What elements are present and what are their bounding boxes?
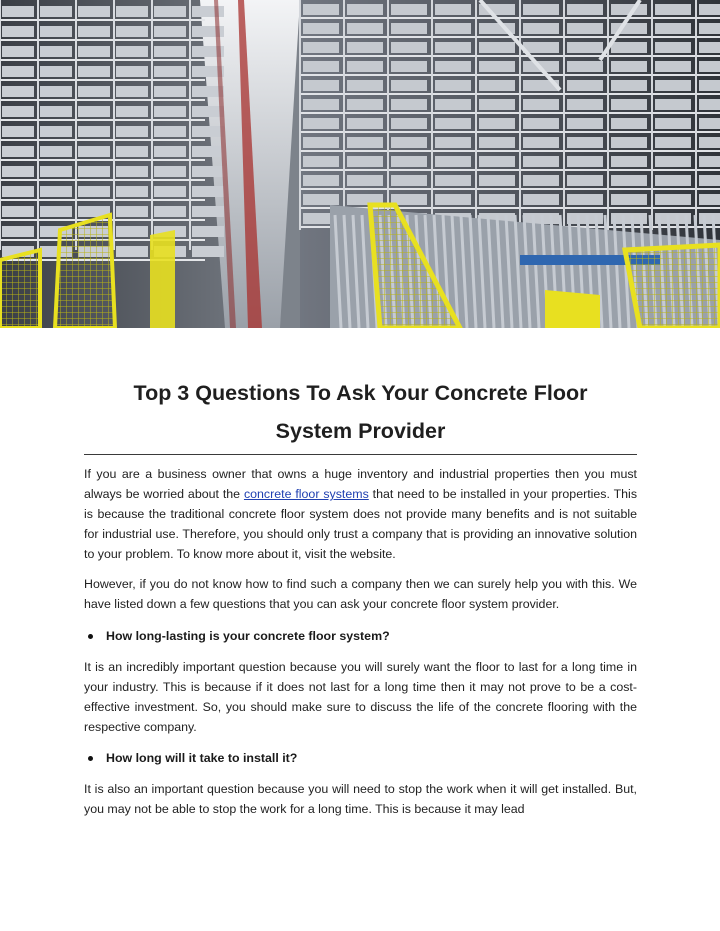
storage-bin bbox=[154, 126, 186, 137]
storage-bin bbox=[2, 186, 34, 197]
storage-bin bbox=[154, 146, 186, 157]
storage-bin bbox=[303, 175, 339, 186]
storage-bin bbox=[154, 86, 186, 97]
storage-bin bbox=[699, 137, 720, 148]
storage-bin bbox=[391, 23, 427, 34]
storage-bin bbox=[116, 146, 148, 157]
storage-bin bbox=[655, 137, 691, 148]
bullet-dot-icon bbox=[88, 756, 93, 761]
storage-bin bbox=[611, 42, 647, 53]
storage-bin bbox=[154, 206, 186, 217]
storage-bin bbox=[78, 126, 110, 137]
storage-bin bbox=[303, 61, 339, 72]
storage-bin bbox=[699, 42, 720, 53]
storage-bin bbox=[699, 213, 720, 224]
storage-bin bbox=[347, 175, 383, 186]
storage-bin bbox=[391, 118, 427, 129]
storage-bin bbox=[435, 80, 471, 91]
storage-bin bbox=[699, 4, 720, 15]
storage-bin bbox=[154, 26, 186, 37]
storage-bin bbox=[611, 156, 647, 167]
storage-bin bbox=[192, 126, 224, 137]
storage-bin bbox=[655, 61, 691, 72]
storage-bin bbox=[116, 106, 148, 117]
storage-bin bbox=[154, 186, 186, 197]
storage-bin bbox=[523, 23, 559, 34]
storage-bin bbox=[391, 42, 427, 53]
storage-bin bbox=[154, 46, 186, 57]
storage-bin bbox=[116, 6, 148, 17]
bullet-dot-icon bbox=[88, 634, 93, 639]
storage-bin bbox=[435, 156, 471, 167]
storage-bin bbox=[192, 106, 224, 117]
storage-bin bbox=[154, 6, 186, 17]
storage-bin bbox=[655, 99, 691, 110]
storage-bin bbox=[303, 118, 339, 129]
hero-image bbox=[0, 0, 720, 328]
storage-bin bbox=[523, 118, 559, 129]
storage-bin bbox=[303, 23, 339, 34]
storage-bin bbox=[40, 86, 72, 97]
storage-bin bbox=[611, 118, 647, 129]
storage-bin bbox=[78, 66, 110, 77]
bullet-question-1-text: How long-lasting is your concrete floor system? bbox=[106, 629, 390, 643]
storage-bin bbox=[699, 61, 720, 72]
storage-bin bbox=[192, 166, 224, 177]
storage-bin bbox=[611, 194, 647, 205]
storage-bin bbox=[479, 99, 515, 110]
storage-bin bbox=[391, 99, 427, 110]
storage-bin bbox=[567, 99, 603, 110]
storage-bin bbox=[699, 118, 720, 129]
concrete-floor-systems-link[interactable]: concrete floor systems bbox=[243, 487, 369, 501]
storage-bin bbox=[655, 156, 691, 167]
storage-bin bbox=[567, 194, 603, 205]
storage-bin bbox=[567, 137, 603, 148]
storage-bin bbox=[192, 186, 224, 197]
storage-bin bbox=[347, 42, 383, 53]
storage-bin bbox=[78, 166, 110, 177]
storage-bin bbox=[40, 166, 72, 177]
storage-bin bbox=[347, 99, 383, 110]
storage-bin bbox=[192, 246, 224, 257]
storage-bin bbox=[435, 99, 471, 110]
storage-bin bbox=[435, 4, 471, 15]
storage-bin bbox=[40, 66, 72, 77]
storage-bin bbox=[611, 99, 647, 110]
intro-text-before-link: If you are a business owner that owns a huge inventory and industrial properties then you must always be worried about the bbox=[84, 467, 637, 501]
storage-bin bbox=[2, 86, 34, 97]
storage-bin bbox=[611, 137, 647, 148]
storage-bin bbox=[116, 26, 148, 37]
storage-bin bbox=[303, 137, 339, 148]
storage-bin bbox=[435, 137, 471, 148]
paragraph-installation: It is also an important question because you will need to stop the work when it will get installed. But, you may not be able to stop the work for a long time. This is because it may lead bbox=[84, 782, 637, 816]
storage-bin bbox=[78, 106, 110, 117]
storage-bin bbox=[479, 175, 515, 186]
storage-bin bbox=[154, 106, 186, 117]
storage-bin bbox=[303, 194, 339, 205]
bullet-question-1 bbox=[84, 626, 637, 646]
storage-bin bbox=[154, 66, 186, 77]
storage-bin bbox=[567, 42, 603, 53]
storage-bin bbox=[523, 4, 559, 15]
intro-text-after-link: that need to be installed in your properties. This is because the traditional concrete floor system does not provide many benefits and is not suitable for industrial use. Therefore, you should only trust a company that is providing an innovative solution to your problem. To know more about it, visit the website. bbox=[84, 487, 638, 561]
storage-bin bbox=[479, 137, 515, 148]
storage-bin bbox=[303, 80, 339, 91]
storage-bin bbox=[347, 4, 383, 15]
storage-bin bbox=[655, 23, 691, 34]
storage-bin bbox=[40, 186, 72, 197]
storage-bin bbox=[435, 175, 471, 186]
storage-bin bbox=[435, 42, 471, 53]
storage-bin bbox=[78, 86, 110, 97]
article bbox=[84, 374, 637, 819]
storage-bin bbox=[2, 106, 34, 117]
article-title bbox=[84, 374, 637, 455]
storage-bin bbox=[116, 206, 148, 217]
paragraph-help: However, if you do not know how to find such a company then we can surely help you with this. We have listed down a few questions that you can ask your concrete floor system provider. bbox=[84, 577, 637, 611]
storage-bin bbox=[479, 194, 515, 205]
storage-bin bbox=[40, 206, 72, 217]
storage-bin bbox=[116, 46, 148, 57]
storage-bin bbox=[655, 175, 691, 186]
storage-bin bbox=[192, 206, 224, 217]
storage-bin bbox=[391, 156, 427, 167]
storage-bin bbox=[479, 61, 515, 72]
storage-bin bbox=[435, 194, 471, 205]
storage-bin bbox=[116, 186, 148, 197]
storage-bin bbox=[391, 80, 427, 91]
storage-bin bbox=[699, 80, 720, 91]
storage-bin bbox=[523, 42, 559, 53]
storage-bin bbox=[523, 99, 559, 110]
storage-bin bbox=[699, 194, 720, 205]
storage-bin bbox=[655, 80, 691, 91]
storage-bin bbox=[391, 137, 427, 148]
storage-bin bbox=[2, 26, 34, 37]
storage-bin bbox=[699, 99, 720, 110]
storage-bin bbox=[2, 126, 34, 137]
storage-bin bbox=[435, 61, 471, 72]
storage-bin bbox=[435, 118, 471, 129]
storage-bin bbox=[655, 4, 691, 15]
storage-bin bbox=[2, 146, 34, 157]
storage-bin bbox=[192, 226, 224, 237]
storage-bin bbox=[116, 226, 148, 237]
storage-bin bbox=[567, 118, 603, 129]
storage-bin bbox=[40, 126, 72, 137]
bullet-question-2 bbox=[84, 748, 637, 768]
storage-bin bbox=[116, 126, 148, 137]
storage-bin bbox=[347, 156, 383, 167]
storage-bin bbox=[154, 166, 186, 177]
paragraph-intro bbox=[84, 464, 637, 564]
title-line-2: System Provider bbox=[275, 419, 446, 443]
storage-bin bbox=[523, 175, 559, 186]
storage-bin bbox=[611, 175, 647, 186]
storage-bin bbox=[192, 146, 224, 157]
storage-bin bbox=[116, 166, 148, 177]
storage-bin bbox=[479, 80, 515, 91]
storage-bin bbox=[347, 61, 383, 72]
storage-bin bbox=[40, 26, 72, 37]
storage-bin bbox=[303, 42, 339, 53]
storage-bin bbox=[567, 156, 603, 167]
storage-bin bbox=[303, 99, 339, 110]
storage-bin bbox=[347, 80, 383, 91]
storage-bin bbox=[347, 118, 383, 129]
storage-bin bbox=[655, 42, 691, 53]
storage-bin bbox=[479, 156, 515, 167]
storage-bin bbox=[699, 175, 720, 186]
storage-bin bbox=[435, 23, 471, 34]
storage-bin bbox=[699, 23, 720, 34]
storage-bin bbox=[567, 175, 603, 186]
storage-bin bbox=[2, 6, 34, 17]
storage-bin bbox=[479, 118, 515, 129]
storage-bin bbox=[78, 146, 110, 157]
storage-bin bbox=[2, 166, 34, 177]
storage-bin bbox=[655, 118, 691, 129]
storage-bin bbox=[116, 246, 148, 257]
storage-bin bbox=[567, 4, 603, 15]
title-line-1: Top 3 Questions To Ask Your Concrete Floor bbox=[133, 381, 588, 405]
storage-bin bbox=[40, 46, 72, 57]
storage-bin bbox=[391, 4, 427, 15]
storage-bin bbox=[523, 156, 559, 167]
storage-bin bbox=[523, 194, 559, 205]
storage-bin bbox=[78, 26, 110, 37]
storage-bin bbox=[567, 80, 603, 91]
bullet-question-2-text: How long will it take to install it? bbox=[106, 751, 298, 765]
storage-bin bbox=[2, 46, 34, 57]
storage-bin bbox=[2, 206, 34, 217]
storage-bin bbox=[655, 194, 691, 205]
storage-bin bbox=[567, 23, 603, 34]
storage-bin bbox=[303, 4, 339, 15]
storage-bin bbox=[391, 61, 427, 72]
storage-bin bbox=[391, 175, 427, 186]
storage-bin bbox=[347, 137, 383, 148]
storage-bin bbox=[40, 146, 72, 157]
storage-bin bbox=[699, 156, 720, 167]
storage-bin bbox=[78, 186, 110, 197]
storage-bin bbox=[2, 66, 34, 77]
storage-bin bbox=[611, 61, 647, 72]
storage-bin bbox=[40, 106, 72, 117]
storage-bin bbox=[479, 42, 515, 53]
storage-bin bbox=[78, 46, 110, 57]
storage-bin bbox=[78, 6, 110, 17]
storage-bin bbox=[40, 6, 72, 17]
storage-bin bbox=[116, 86, 148, 97]
storage-bin bbox=[567, 61, 603, 72]
storage-bin bbox=[116, 66, 148, 77]
storage-bin bbox=[303, 156, 339, 167]
paragraph-longevity: It is an incredibly important question because you will surely want the floor to last for a long time in your industry. This is because if it does not last for a long time then it may not prove to be a cost-effective investment. So, you should make sure to discuss the life of the concrete flooring with the respective company. bbox=[84, 660, 637, 734]
storage-bin bbox=[2, 226, 34, 237]
warehouse-aisle-photo-icon bbox=[0, 0, 720, 328]
storage-bin bbox=[347, 23, 383, 34]
storage-bin bbox=[523, 137, 559, 148]
storage-bin bbox=[611, 80, 647, 91]
storage-bin bbox=[192, 6, 224, 17]
